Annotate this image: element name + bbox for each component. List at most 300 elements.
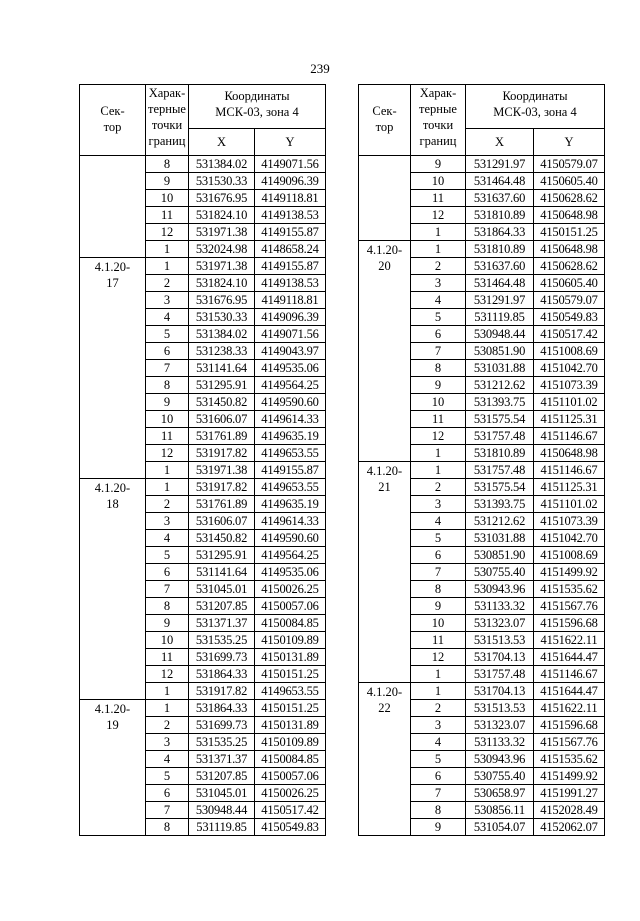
x-cell: 531535.25 [189, 632, 255, 649]
coords-header-line1: Координаты [502, 89, 568, 103]
sector-header [80, 85, 146, 156]
x-cell: 531141.64 [189, 564, 255, 581]
sector-header [359, 85, 411, 156]
point-cell: 8 [146, 377, 189, 394]
y-cell: 4151008.69 [534, 343, 605, 360]
y-header: Y [534, 129, 605, 156]
x-cell: 531133.32 [466, 734, 534, 751]
x-cell: 531393.75 [466, 496, 534, 513]
sector-cell [80, 479, 146, 700]
sector-cell [359, 241, 411, 462]
coords-header [189, 85, 326, 129]
x-cell: 531464.48 [466, 173, 534, 190]
point-cell: 5 [411, 751, 466, 768]
sector-label: 4.1.20- [94, 702, 131, 716]
x-cell: 531761.89 [189, 496, 255, 513]
y-cell: 4151622.11 [534, 632, 605, 649]
x-cell: 531676.95 [189, 190, 255, 207]
x-cell: 531606.07 [189, 513, 255, 530]
y-cell: 4150026.25 [255, 581, 326, 598]
y-cell: 4151042.70 [534, 530, 605, 547]
point-cell: 9 [411, 598, 466, 615]
point-cell: 4 [411, 292, 466, 309]
point-cell: 5 [411, 530, 466, 547]
y-cell: 4150605.40 [534, 275, 605, 292]
y-cell: 4150057.06 [255, 598, 326, 615]
x-cell: 530755.40 [466, 768, 534, 785]
x-cell: 531810.89 [466, 207, 534, 224]
x-cell: 531606.07 [189, 411, 255, 428]
x-cell: 531917.82 [189, 445, 255, 462]
y-cell: 4150549.83 [255, 819, 326, 836]
coordinates-table-left [79, 84, 326, 836]
x-cell: 530755.40 [466, 564, 534, 581]
point-cell: 5 [411, 309, 466, 326]
sector-header-line1: Сек- [372, 104, 397, 118]
point-cell: 11 [411, 190, 466, 207]
x-cell: 531464.48 [466, 275, 534, 292]
sector-label: 21 [378, 480, 391, 494]
coords-header [466, 85, 605, 129]
y-cell: 4151146.67 [534, 428, 605, 445]
point-cell: 12 [146, 666, 189, 683]
sector-label: 18 [106, 497, 119, 511]
y-cell: 4150109.89 [255, 734, 326, 751]
points-header [146, 85, 189, 156]
point-cell: 10 [411, 173, 466, 190]
x-cell: 531917.82 [189, 479, 255, 496]
y-cell: 4151101.02 [534, 496, 605, 513]
y-cell: 4149614.33 [255, 411, 326, 428]
point-cell: 2 [411, 258, 466, 275]
point-cell: 1 [146, 700, 189, 717]
sector-label: 20 [378, 259, 391, 273]
point-cell: 7 [146, 802, 189, 819]
point-cell: 7 [411, 564, 466, 581]
y-cell: 4150648.98 [534, 207, 605, 224]
x-cell: 531323.07 [466, 717, 534, 734]
table-header [80, 85, 326, 156]
x-cell: 531238.33 [189, 343, 255, 360]
point-cell: 4 [146, 530, 189, 547]
y-cell: 4149535.06 [255, 564, 326, 581]
y-cell: 4149138.53 [255, 207, 326, 224]
x-cell: 531513.53 [466, 700, 534, 717]
y-cell: 4150549.83 [534, 309, 605, 326]
sector-label: 4.1.20- [366, 243, 403, 257]
point-cell: 2 [146, 717, 189, 734]
x-cell: 530851.90 [466, 343, 534, 360]
point-cell: 7 [146, 360, 189, 377]
point-cell: 3 [146, 513, 189, 530]
point-cell: 1 [146, 258, 189, 275]
sector-cell [80, 700, 146, 836]
y-cell: 4150026.25 [255, 785, 326, 802]
sector-cell [80, 258, 146, 479]
x-cell: 530658.97 [466, 785, 534, 802]
y-cell: 4149653.55 [255, 479, 326, 496]
point-cell: 10 [146, 190, 189, 207]
x-cell: 531119.85 [189, 819, 255, 836]
point-cell: 1 [411, 666, 466, 683]
y-cell: 4149653.55 [255, 445, 326, 462]
sector-header-line2: тор [103, 120, 122, 134]
table-header [359, 85, 605, 156]
x-cell: 531761.89 [189, 428, 255, 445]
point-cell: 2 [146, 496, 189, 513]
x-cell: 531637.60 [466, 190, 534, 207]
x-cell: 531207.85 [189, 768, 255, 785]
y-cell: 4150084.85 [255, 751, 326, 768]
x-cell: 531031.88 [466, 530, 534, 547]
y-cell: 4151644.47 [534, 649, 605, 666]
y-cell: 4150579.07 [534, 156, 605, 173]
x-cell: 531864.33 [189, 700, 255, 717]
sector-label: 4.1.20- [366, 685, 403, 699]
point-cell: 4 [146, 751, 189, 768]
sector-label: 4.1.20- [94, 481, 131, 495]
sector-cell [80, 156, 146, 258]
x-cell: 531291.97 [466, 292, 534, 309]
page-number: 239 [310, 61, 330, 76]
x-cell: 531810.89 [466, 241, 534, 258]
point-cell: 5 [146, 326, 189, 343]
x-header: X [189, 129, 255, 156]
x-cell: 531119.85 [466, 309, 534, 326]
y-header: Y [255, 129, 326, 156]
x-cell: 531371.37 [189, 615, 255, 632]
point-cell: 5 [146, 547, 189, 564]
x-cell: 531575.54 [466, 479, 534, 496]
table-row [359, 683, 605, 700]
point-cell: 11 [146, 428, 189, 445]
point-cell: 1 [146, 479, 189, 496]
point-cell: 1 [146, 683, 189, 700]
y-cell: 4149118.81 [255, 292, 326, 309]
y-cell: 4149043.97 [255, 343, 326, 360]
point-cell: 1 [146, 462, 189, 479]
point-cell: 5 [146, 768, 189, 785]
x-cell: 531757.48 [466, 462, 534, 479]
y-cell: 4151644.47 [534, 683, 605, 700]
y-cell: 4150151.25 [255, 666, 326, 683]
x-cell: 531212.62 [466, 377, 534, 394]
y-cell: 4150648.98 [534, 241, 605, 258]
x-cell: 531824.10 [189, 275, 255, 292]
x-cell: 531207.85 [189, 598, 255, 615]
sector-label: 4.1.20- [366, 464, 403, 478]
y-cell: 4149118.81 [255, 190, 326, 207]
y-cell: 4151042.70 [534, 360, 605, 377]
y-cell: 4149653.55 [255, 683, 326, 700]
y-cell: 4151499.92 [534, 564, 605, 581]
sector-label: 22 [378, 701, 391, 715]
y-cell: 4150084.85 [255, 615, 326, 632]
x-cell: 531384.02 [189, 326, 255, 343]
y-cell: 4151622.11 [534, 700, 605, 717]
point-cell: 10 [146, 411, 189, 428]
point-cell: 11 [146, 649, 189, 666]
y-cell: 4151125.31 [534, 411, 605, 428]
y-cell: 4149564.25 [255, 377, 326, 394]
x-cell: 531291.97 [466, 156, 534, 173]
x-cell: 531864.33 [466, 224, 534, 241]
y-cell: 4151146.67 [534, 462, 605, 479]
y-cell: 4150151.25 [534, 224, 605, 241]
y-cell: 4152028.49 [534, 802, 605, 819]
point-cell: 6 [411, 326, 466, 343]
point-cell: 9 [411, 156, 466, 173]
point-cell: 8 [146, 156, 189, 173]
point-cell: 3 [411, 275, 466, 292]
x-cell: 531757.48 [466, 428, 534, 445]
y-cell: 4149096.39 [255, 309, 326, 326]
points-header-line2: терные [148, 102, 186, 116]
table-row [80, 700, 326, 717]
x-cell: 530948.44 [466, 326, 534, 343]
x-cell: 531371.37 [189, 751, 255, 768]
points-header-line2: терные [419, 102, 457, 116]
sector-label: 19 [106, 718, 119, 732]
point-cell: 3 [146, 734, 189, 751]
x-cell: 531530.33 [189, 309, 255, 326]
point-cell: 11 [411, 632, 466, 649]
y-cell: 4151596.68 [534, 615, 605, 632]
point-cell: 1 [146, 241, 189, 258]
point-cell: 8 [146, 598, 189, 615]
y-cell: 4152062.07 [534, 819, 605, 836]
points-header-line4: границ [148, 134, 186, 148]
x-cell: 531295.91 [189, 377, 255, 394]
sector-header-line1: Сек- [100, 104, 125, 118]
point-cell: 8 [411, 581, 466, 598]
point-cell: 9 [411, 819, 466, 836]
y-cell: 4150109.89 [255, 632, 326, 649]
point-cell: 1 [411, 224, 466, 241]
point-cell: 9 [411, 377, 466, 394]
y-cell: 4151567.76 [534, 598, 605, 615]
point-cell: 10 [146, 632, 189, 649]
y-cell: 4149155.87 [255, 258, 326, 275]
x-cell: 531810.89 [466, 445, 534, 462]
sector-header-line2: тор [375, 120, 394, 134]
x-cell: 531323.07 [466, 615, 534, 632]
x-cell: 531971.38 [189, 462, 255, 479]
table-row [359, 241, 605, 258]
coords-header-line1: Координаты [224, 89, 290, 103]
x-cell: 531637.60 [466, 258, 534, 275]
point-cell: 9 [146, 615, 189, 632]
y-cell: 4149535.06 [255, 360, 326, 377]
coordinates-table-right [358, 84, 605, 836]
y-cell: 4149635.19 [255, 428, 326, 445]
point-cell: 10 [411, 615, 466, 632]
point-cell: 2 [411, 479, 466, 496]
y-cell: 4149155.87 [255, 462, 326, 479]
sector-cell [359, 156, 411, 241]
point-cell: 10 [411, 394, 466, 411]
coords-header-line2: МСК-03, зона 4 [215, 105, 299, 119]
x-cell: 531676.95 [189, 292, 255, 309]
y-cell: 4150517.42 [255, 802, 326, 819]
x-cell: 531031.88 [466, 360, 534, 377]
x-cell: 531513.53 [466, 632, 534, 649]
table-body [80, 156, 326, 836]
y-cell: 4149635.19 [255, 496, 326, 513]
x-cell: 531450.82 [189, 394, 255, 411]
x-cell: 532024.98 [189, 241, 255, 258]
y-cell: 4150151.25 [255, 700, 326, 717]
x-cell: 531575.54 [466, 411, 534, 428]
sector-label: 17 [106, 276, 119, 290]
x-cell: 531530.33 [189, 173, 255, 190]
point-cell: 3 [411, 717, 466, 734]
y-cell: 4151535.62 [534, 751, 605, 768]
x-cell: 530856.11 [466, 802, 534, 819]
point-cell: 6 [146, 564, 189, 581]
points-header-line3: точки [422, 118, 454, 132]
y-cell: 4150057.06 [255, 768, 326, 785]
point-cell: 7 [411, 343, 466, 360]
table-row [80, 156, 326, 173]
x-cell: 531704.13 [466, 683, 534, 700]
point-cell: 9 [146, 394, 189, 411]
y-cell: 4151125.31 [534, 479, 605, 496]
y-cell: 4149071.56 [255, 156, 326, 173]
y-cell: 4148658.24 [255, 241, 326, 258]
table-row [359, 462, 605, 479]
point-cell: 1 [411, 462, 466, 479]
point-cell: 8 [411, 802, 466, 819]
table-row [80, 258, 326, 275]
point-cell: 12 [146, 224, 189, 241]
y-cell: 4151567.76 [534, 734, 605, 751]
y-cell: 4151101.02 [534, 394, 605, 411]
sector-label: 4.1.20- [94, 260, 131, 274]
y-cell: 4150648.98 [534, 445, 605, 462]
y-cell: 4149096.39 [255, 173, 326, 190]
y-cell: 4150605.40 [534, 173, 605, 190]
y-cell: 4150579.07 [534, 292, 605, 309]
x-cell: 530943.96 [466, 581, 534, 598]
point-cell: 6 [411, 768, 466, 785]
point-cell: 8 [411, 360, 466, 377]
point-cell: 7 [146, 581, 189, 598]
y-cell: 4150628.62 [534, 190, 605, 207]
y-cell: 4151596.68 [534, 717, 605, 734]
point-cell: 1 [411, 445, 466, 462]
y-cell: 4151991.27 [534, 785, 605, 802]
x-cell: 531393.75 [466, 394, 534, 411]
x-cell: 531917.82 [189, 683, 255, 700]
point-cell: 9 [146, 173, 189, 190]
y-cell: 4149590.60 [255, 530, 326, 547]
point-cell: 4 [411, 513, 466, 530]
point-cell: 4 [146, 309, 189, 326]
points-header-line4: границ [419, 134, 457, 148]
x-cell: 530943.96 [466, 751, 534, 768]
y-cell: 4151073.39 [534, 377, 605, 394]
point-cell: 6 [411, 547, 466, 564]
x-cell: 531384.02 [189, 156, 255, 173]
y-cell: 4149155.87 [255, 224, 326, 241]
point-cell: 6 [146, 343, 189, 360]
point-cell: 11 [411, 411, 466, 428]
y-cell: 4149138.53 [255, 275, 326, 292]
y-cell: 4150131.89 [255, 717, 326, 734]
points-header-line3: точки [151, 118, 183, 132]
coords-header-line2: МСК-03, зона 4 [493, 105, 577, 119]
point-cell: 3 [146, 292, 189, 309]
y-cell: 4150517.42 [534, 326, 605, 343]
y-cell: 4149564.25 [255, 547, 326, 564]
point-cell: 12 [411, 428, 466, 445]
point-cell: 1 [411, 241, 466, 258]
y-cell: 4151499.92 [534, 768, 605, 785]
y-cell: 4151535.62 [534, 581, 605, 598]
y-cell: 4151008.69 [534, 547, 605, 564]
x-cell: 531045.01 [189, 785, 255, 802]
points-header [411, 85, 466, 156]
x-cell: 531699.73 [189, 717, 255, 734]
x-cell: 531699.73 [189, 649, 255, 666]
x-cell: 531824.10 [189, 207, 255, 224]
points-header-line1: Харак- [148, 86, 186, 100]
points-header-line1: Харак- [419, 86, 457, 100]
x-cell: 531704.13 [466, 649, 534, 666]
y-cell: 4149071.56 [255, 326, 326, 343]
x-header: X [466, 129, 534, 156]
point-cell: 7 [411, 785, 466, 802]
y-cell: 4149614.33 [255, 513, 326, 530]
y-cell: 4150628.62 [534, 258, 605, 275]
y-cell: 4151146.67 [534, 666, 605, 683]
x-cell: 530851.90 [466, 547, 534, 564]
point-cell: 1 [411, 683, 466, 700]
point-cell: 3 [411, 496, 466, 513]
x-cell: 531141.64 [189, 360, 255, 377]
point-cell: 12 [146, 445, 189, 462]
point-cell: 2 [146, 275, 189, 292]
x-cell: 531450.82 [189, 530, 255, 547]
sector-cell [359, 462, 411, 683]
y-cell: 4150131.89 [255, 649, 326, 666]
point-cell: 6 [146, 785, 189, 802]
x-cell: 531535.25 [189, 734, 255, 751]
table-row [359, 156, 605, 173]
x-cell: 531212.62 [466, 513, 534, 530]
x-cell: 531971.38 [189, 258, 255, 275]
table-body [359, 156, 605, 836]
point-cell: 12 [411, 649, 466, 666]
x-cell: 531054.07 [466, 819, 534, 836]
x-cell: 531295.91 [189, 547, 255, 564]
point-cell: 8 [146, 819, 189, 836]
y-cell: 4151073.39 [534, 513, 605, 530]
x-cell: 531757.48 [466, 666, 534, 683]
x-cell: 531133.32 [466, 598, 534, 615]
sector-cell [359, 683, 411, 836]
x-cell: 531864.33 [189, 666, 255, 683]
point-cell: 4 [411, 734, 466, 751]
x-cell: 531045.01 [189, 581, 255, 598]
table-row [80, 479, 326, 496]
x-cell: 530948.44 [189, 802, 255, 819]
x-cell: 531971.38 [189, 224, 255, 241]
point-cell: 11 [146, 207, 189, 224]
y-cell: 4149590.60 [255, 394, 326, 411]
point-cell: 12 [411, 207, 466, 224]
